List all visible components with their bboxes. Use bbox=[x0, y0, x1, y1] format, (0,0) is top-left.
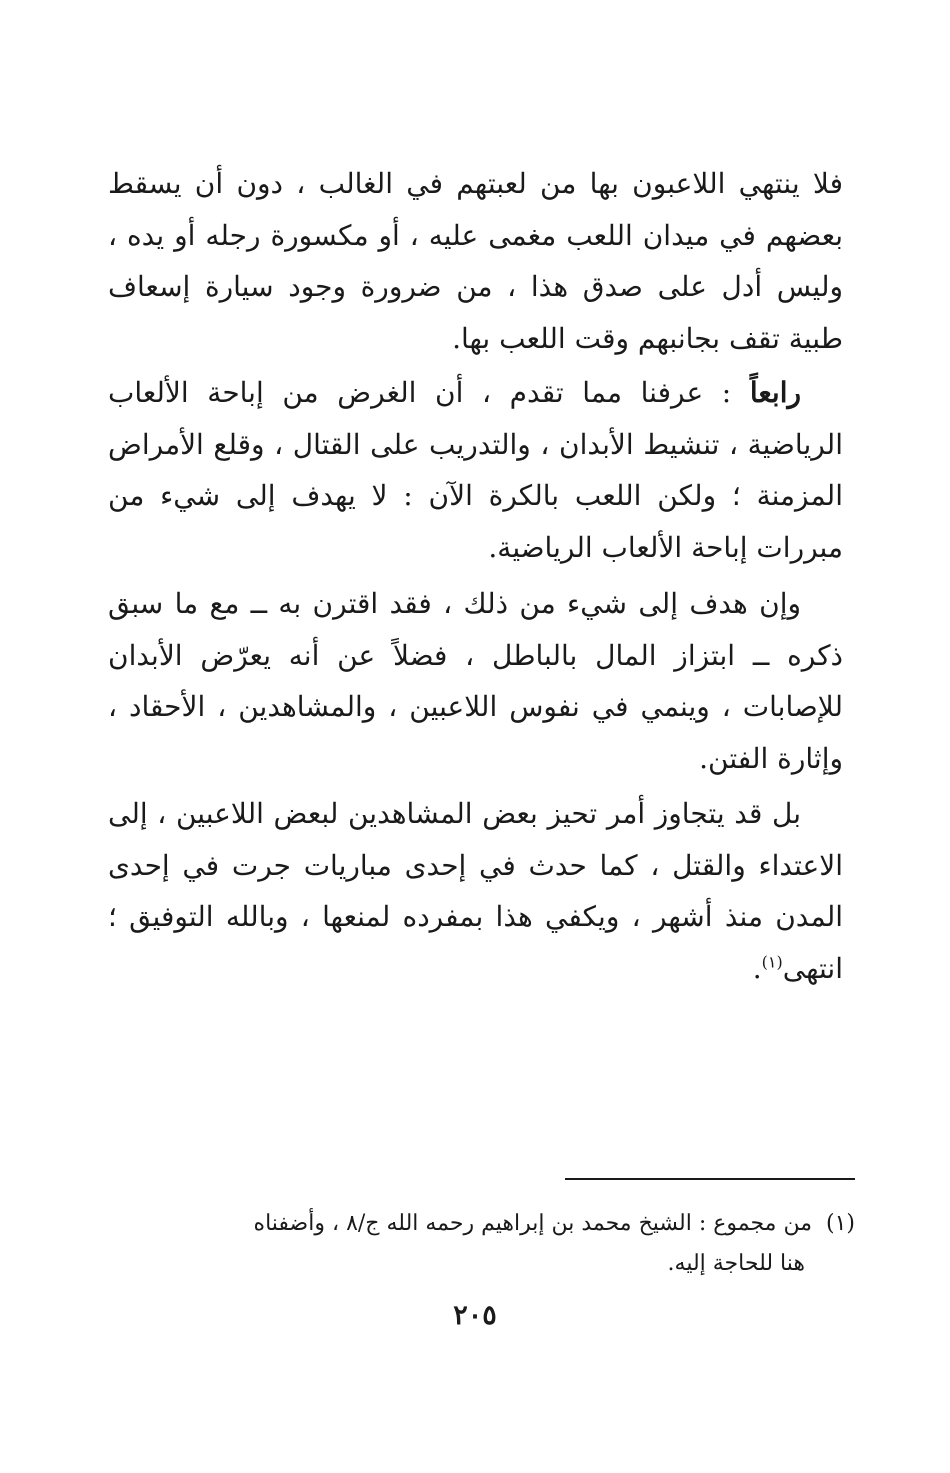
footnote-line-2: هنا للحاجة إليه. bbox=[667, 1251, 805, 1276]
paragraph-1 bbox=[108, 158, 843, 364]
paragraph-4-end: . bbox=[752, 951, 762, 985]
paragraph-2-text: : عرفنا مما تقدم ، أن الغرض من إباحة الألعاب الرياضية ، تنشيط الأبدان ، والتدريب على القتال ، وقلع الأمراض المزمنة ؛ ولكن اللعب بالكرة الآن : لا يهدف إلى شيء من مبررات إباحة الألعاب الرياضية. bbox=[108, 376, 843, 564]
footnote-reference[interactable]: (١) bbox=[761, 952, 783, 972]
paragraph-4-text: بل قد يتجاوز أمر تحيز بعض المشاهدين لبعض اللاعبين ، إلى الاعتداء والقتل ، كما حدث في إحدى مباريات جرت في إحدى المدن منذ أشهر ، ويكفي هذا بمفرده لمنعها ، وبالله التوفيق ؛ انتهى bbox=[108, 797, 843, 985]
page-number: ٢٠٥ bbox=[453, 1300, 497, 1331]
footnote bbox=[105, 1204, 855, 1284]
footnote-line-1: من مجموع : الشيخ محمد بن إبراهيم رحمه الله ج/٨ ، وأضفناه bbox=[253, 1211, 812, 1236]
paragraph-1-text: فلا ينتهي اللاعبون بها من لعبتهم في الغالب ، دون أن يسقط بعضهم في ميدان اللعب مغمى عليه ، أو مكسورة رجله أو يده ، وليس أدل على صدق هذا ، من ضرورة وجود سيارة إسعاف طبية تقف بجانبهم وقت اللعب بها. bbox=[108, 167, 843, 355]
paragraph-2 bbox=[108, 367, 843, 573]
footnote-number: (١) bbox=[825, 1211, 855, 1236]
paragraph-4 bbox=[108, 788, 843, 994]
footnote-divider bbox=[565, 1178, 855, 1180]
paragraph-2-lead: رابعاً bbox=[749, 376, 801, 409]
paragraph-3 bbox=[108, 578, 843, 784]
paragraph-3-text: وإن هدف إلى شيء من ذلك ، فقد اقترن به ــ مع ما سبق ذكره ــ ابتزاز المال بالباطل ، فضلاً عن أنه يعرّض الأبدان للإصابات ، وينمي في نفوس اللاعبين ، والمشاهدين ، الأحقاد ، وإثارة الفتن. bbox=[108, 587, 843, 775]
